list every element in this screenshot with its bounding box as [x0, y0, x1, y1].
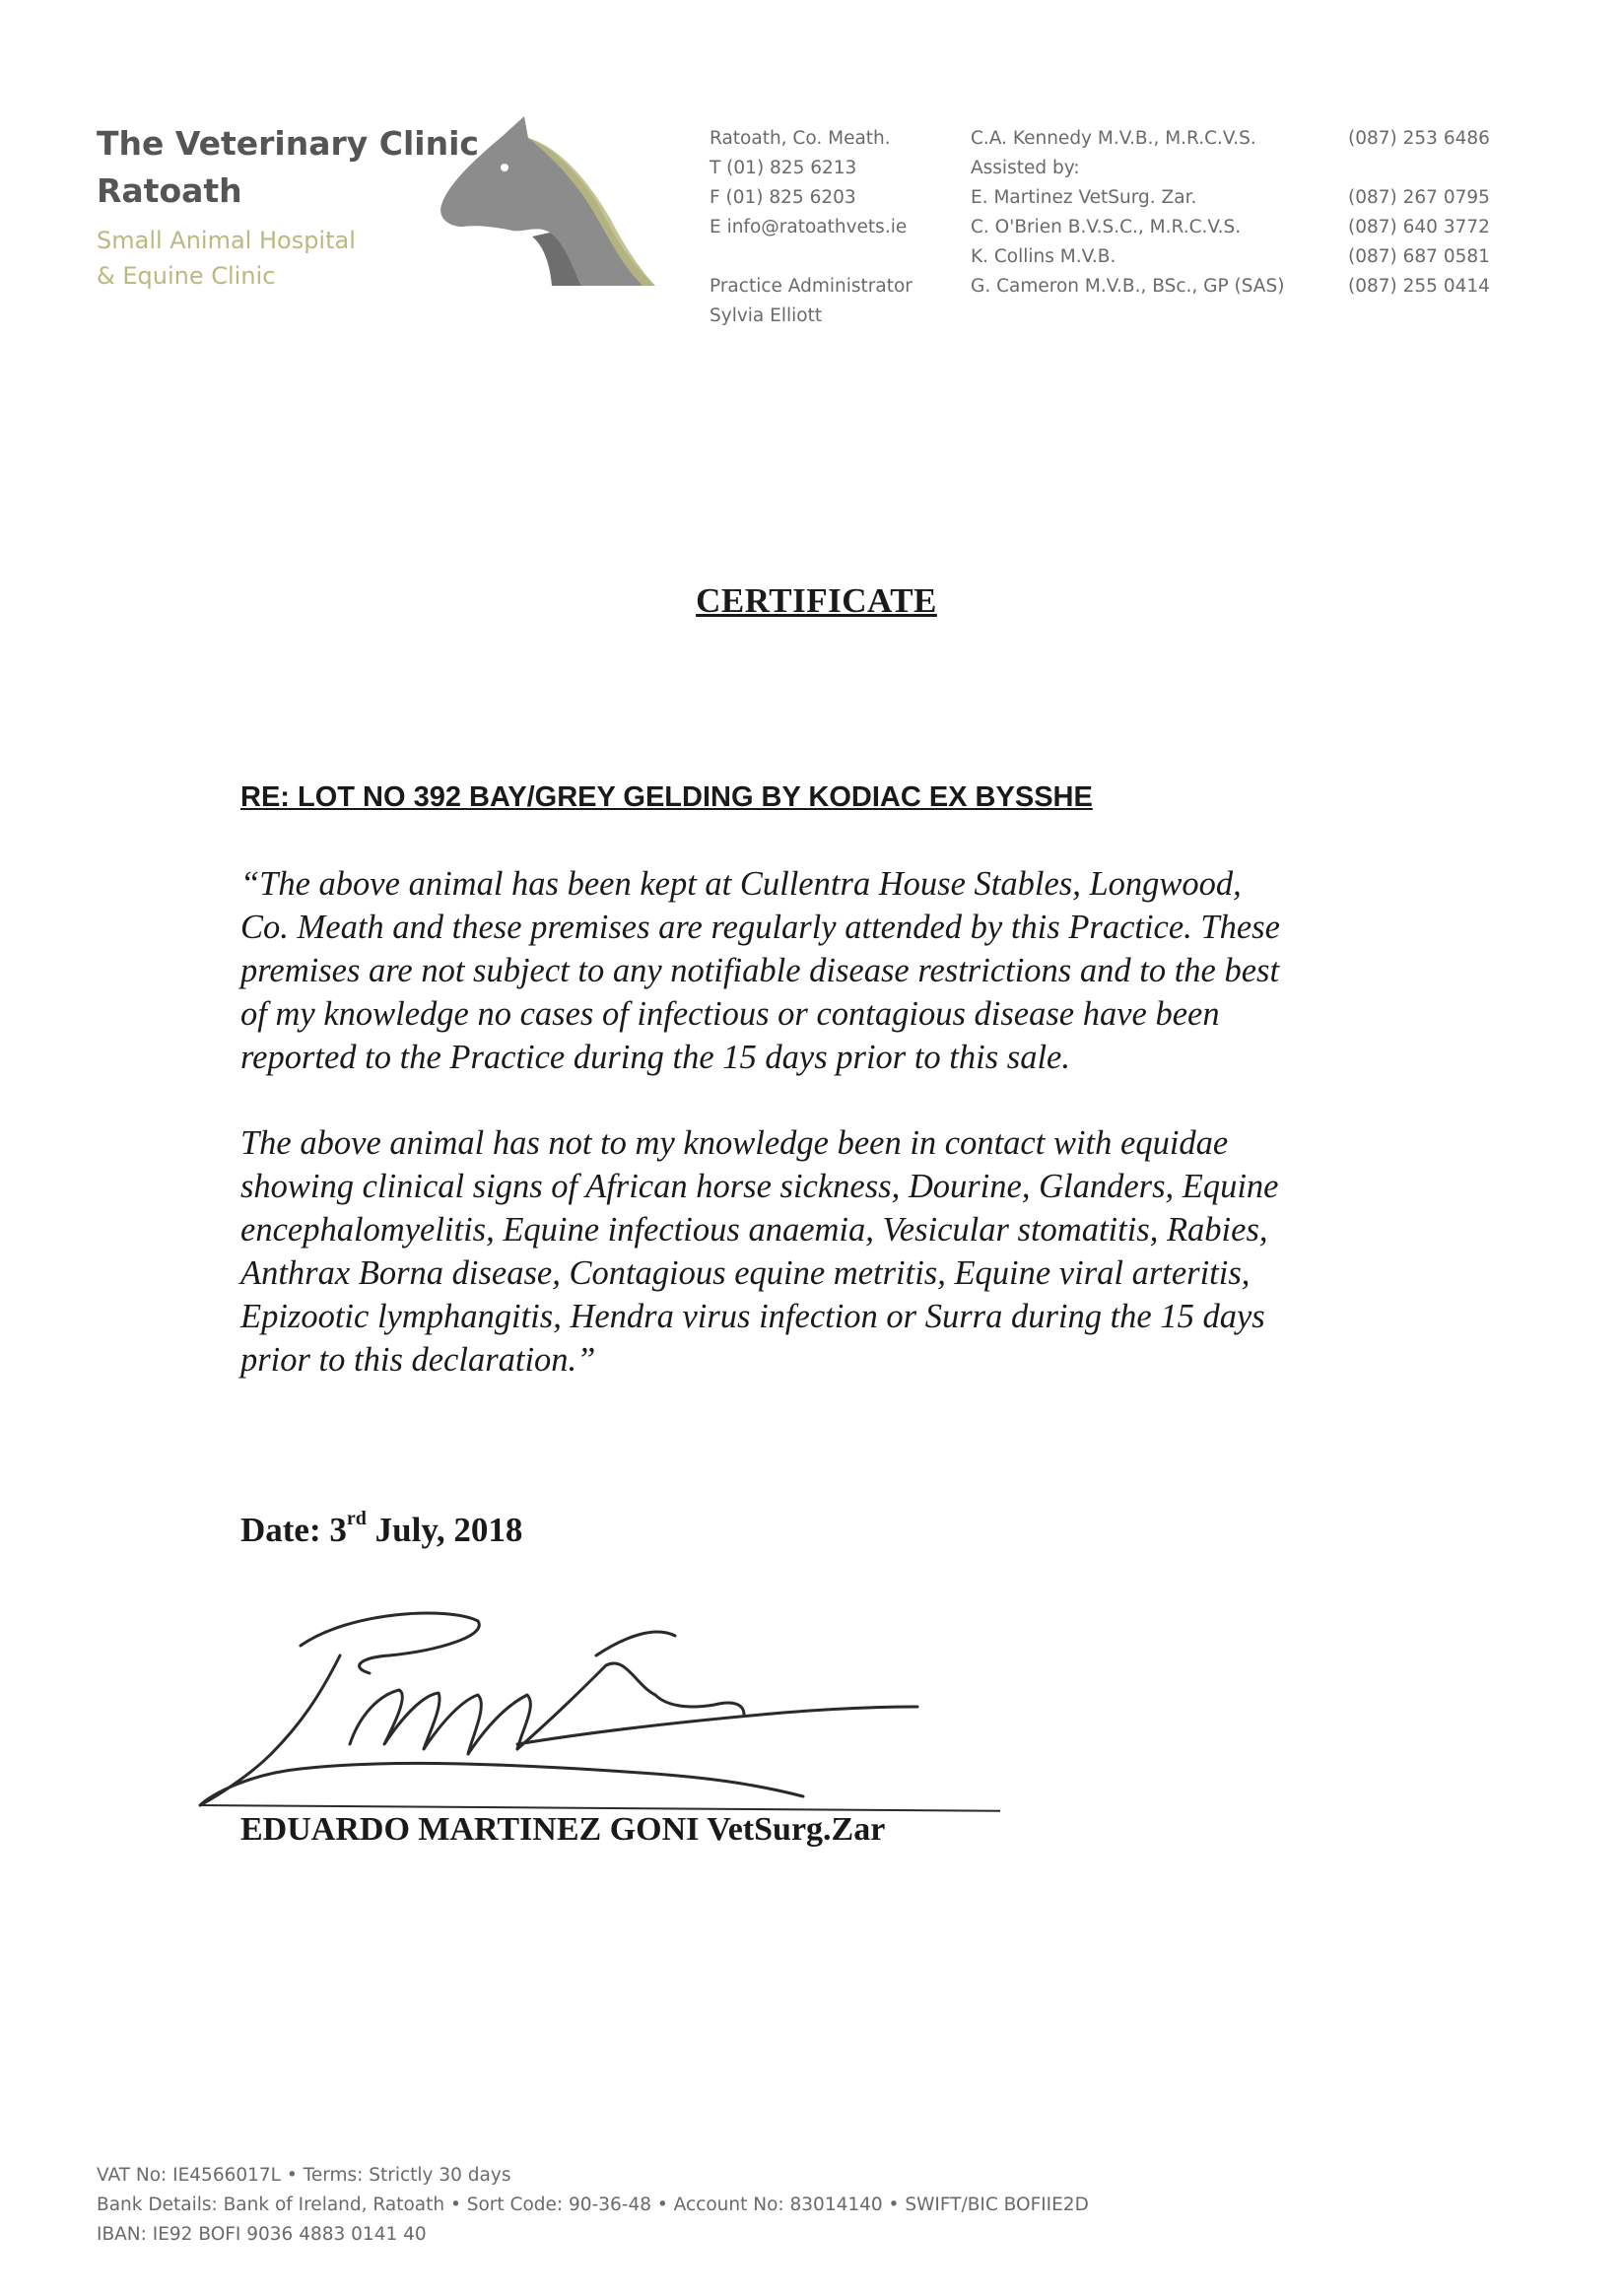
paragraph-2: [240, 1121, 1413, 1382]
paragraph-line: prior to this declaration.”: [240, 1341, 596, 1379]
clinic-sub-line2: & Equine Clinic: [97, 262, 276, 290]
vet-line: G. Cameron M.V.B., BSc., GP (SAS): [971, 276, 1285, 297]
clinic-subtitle: [97, 223, 356, 294]
vet-line: C.A. Kennedy M.V.B., M.R.C.V.S.: [971, 128, 1256, 149]
phones-column: [1348, 124, 1490, 302]
paragraph-line: premises are not subject to any notifiable disease restrictions and to the best: [240, 952, 1280, 989]
admin-name: Sylvia Elliott: [710, 305, 823, 326]
vet-phone: (087) 640 3772: [1348, 217, 1490, 237]
certificate-date: [240, 1508, 523, 1550]
date-rest: July, 2018: [366, 1511, 523, 1549]
fax-line: F (01) 825 6203: [710, 187, 856, 208]
clinic-contact-column: [710, 124, 913, 331]
phone-line: T (01) 825 6213: [710, 158, 857, 178]
vet-phone: (087) 687 0581: [1348, 246, 1490, 267]
paragraph-line: encephalomyelitis, Equine infectious anaemia, Vesicular stomatitis, Rabies,: [240, 1211, 1268, 1249]
date-suffix: rd: [346, 1508, 367, 1530]
address-line: Ratoath, Co. Meath.: [710, 128, 891, 149]
paragraph-1: [240, 862, 1413, 1079]
handwritten-signature-icon: [192, 1596, 1000, 1828]
clinic-name-line1: The Veterinary Clinic: [97, 124, 479, 163]
email-line: E info@ratoathvets.ie: [710, 217, 908, 237]
admin-title: Practice Administrator: [710, 276, 913, 297]
paragraph-line: “The above animal has been kept at Cullentra House Stables, Longwood,: [240, 865, 1242, 903]
clinic-sub-line1: Small Animal Hospital: [97, 227, 356, 254]
vet-line: E. Martinez VetSurg. Zar.: [971, 187, 1197, 208]
vet-phone: [1348, 154, 1490, 183]
paragraph-line: showing clinical signs of African horse sickness, Dourine, Glanders, Equine: [240, 1168, 1279, 1205]
vets-column: [971, 124, 1284, 302]
paragraph-line: Co. Meath and these premises are regularly attended by this Practice. These: [240, 909, 1280, 946]
vet-line: Assisted by:: [971, 158, 1080, 178]
paragraph-line: of my knowledge no cases of infectious or contagious disease have been: [240, 995, 1220, 1033]
date-label: Date: 3: [240, 1511, 347, 1549]
re-line: RE: LOT NO 392 BAY/GREY GELDING BY KODIAC EX BYSSHE: [240, 781, 1093, 813]
footer: [97, 2161, 1089, 2250]
vet-phone: (087) 253 6486: [1348, 128, 1490, 149]
footer-line: VAT No: IE4566017L • Terms: Strictly 30 days: [97, 2165, 511, 2186]
horse-head-logo-icon: [434, 116, 670, 299]
clinic-name-line2: Ratoath: [97, 171, 242, 210]
footer-line: IBAN: IE92 BOFI 9036 4883 0141 40: [97, 2224, 427, 2245]
vet-line: C. O'Brien B.V.S.C., M.R.C.V.S.: [971, 217, 1242, 237]
vet-line: K. Collins M.V.B.: [971, 246, 1116, 267]
paragraph-line: reported to the Practice during the 15 days prior to this sale.: [240, 1039, 1070, 1076]
clinic-name: [97, 120, 479, 215]
certificate-title: CERTIFICATE: [696, 581, 937, 620]
signer-name: EDUARDO MARTINEZ GONI VetSurg.Zar: [240, 1811, 886, 1848]
paragraph-line: The above animal has not to my knowledge been in contact with equidae: [240, 1124, 1229, 1162]
vet-phone: (087) 267 0795: [1348, 187, 1490, 208]
paragraph-line: Anthrax Borna disease, Contagious equine metritis, Equine viral arteritis,: [240, 1254, 1251, 1292]
paragraph-line: Epizootic lymphangitis, Hendra virus infection or Surra during the 15 days: [240, 1298, 1265, 1335]
footer-line: Bank Details: Bank of Ireland, Ratoath • Sort Code: 90-36-48 • Account No: 83014140 • SWIFT/BIC BOFIIE2D: [97, 2195, 1089, 2215]
vet-phone: (087) 255 0414: [1348, 276, 1490, 297]
